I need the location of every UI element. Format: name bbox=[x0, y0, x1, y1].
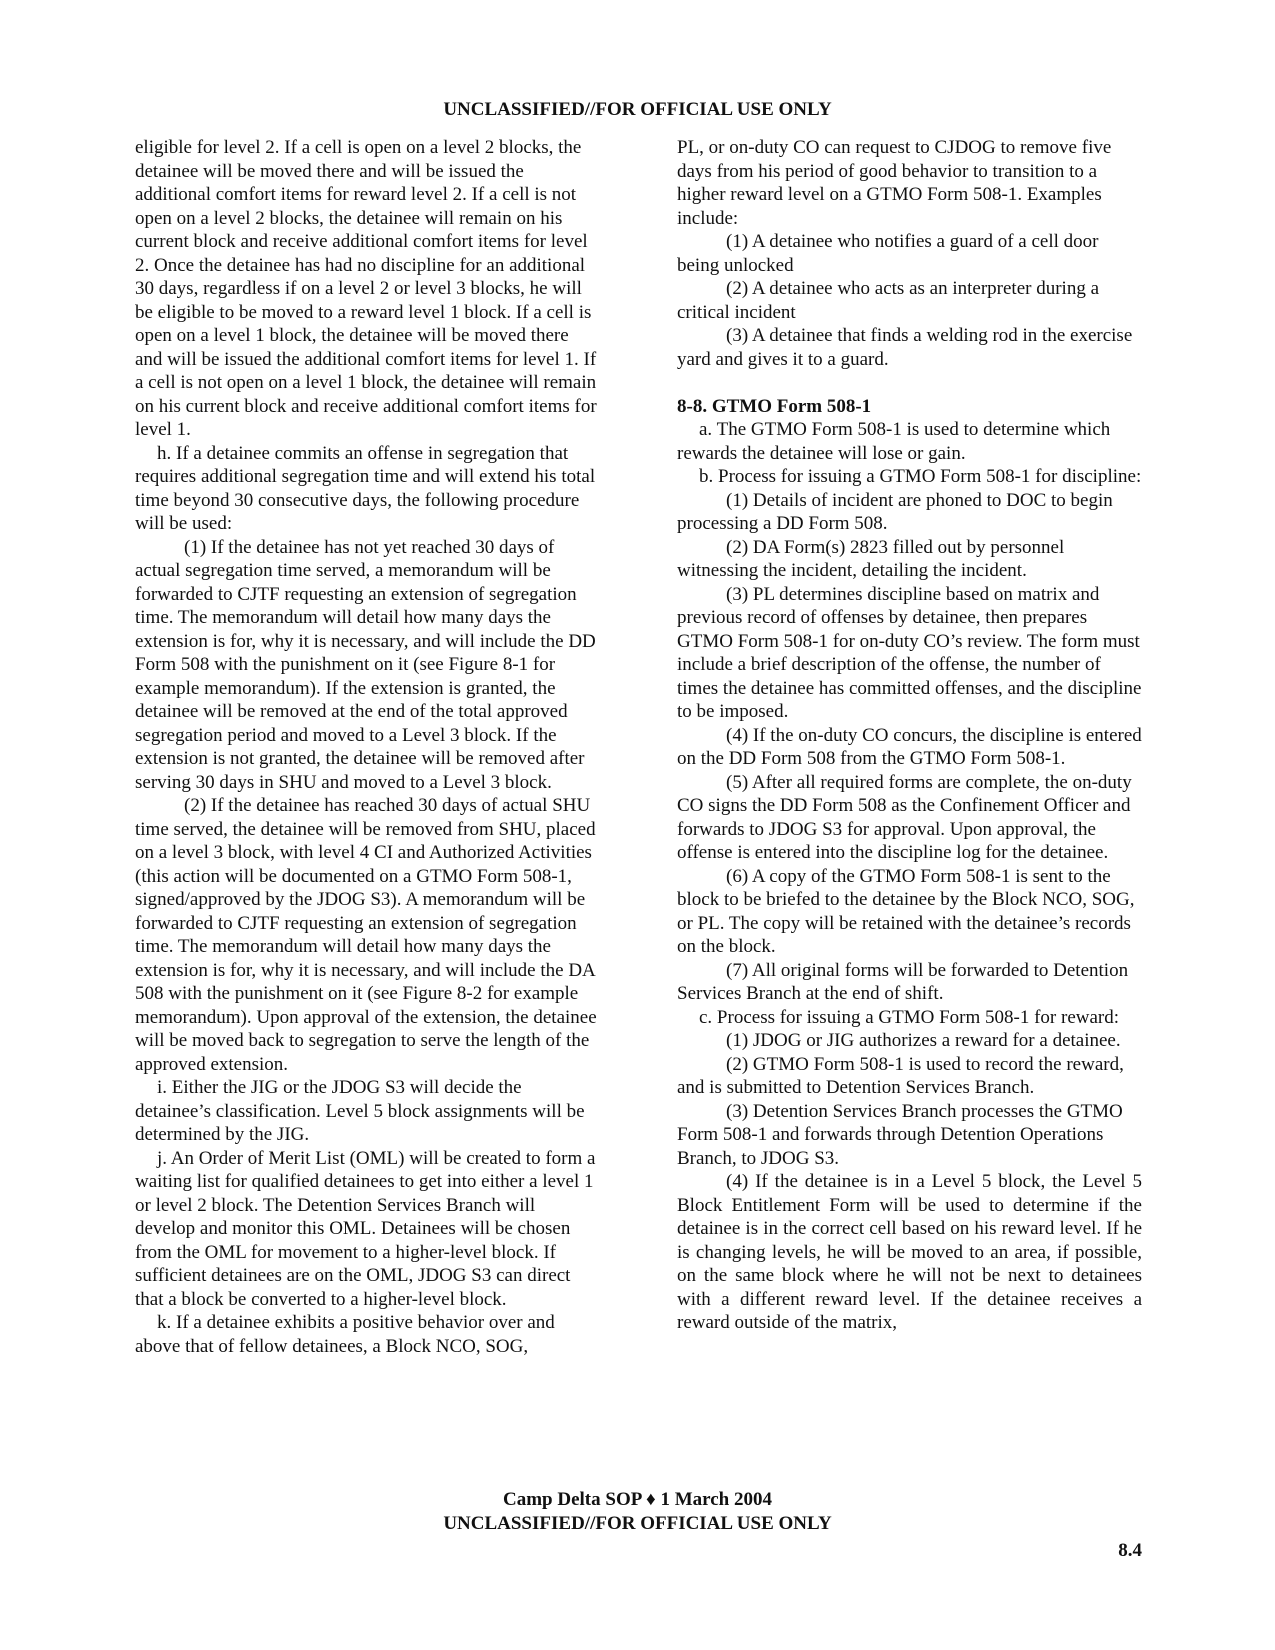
list-item: (5) After all required forms are complete, the on-duty CO signs the DD Form 508 as the Confinement Officer and forwards to JDOG S3 for approval. Upon approval, the offense is entered into the discipline log for the detainee. bbox=[677, 771, 1132, 863]
list-item: (3) Detention Services Branch processes the GTMO Form 508-1 and forwards through Detention Operations Branch, to JDOG S3. bbox=[677, 1100, 1123, 1169]
list-item: (1) Details of incident are phoned to DOC to begin processing a DD Form 508. bbox=[677, 489, 1113, 534]
example-item: (2) A detainee who acts as an interpreter during a critical incident bbox=[677, 278, 1099, 323]
list-item: (7) All original forms will be forwarded to Detention Services Branch at the end of shift. bbox=[677, 959, 1129, 1004]
list-item: (6) A copy of the GTMO Form 508-1 is sent to the block to be briefed to the detainee by the Block NCO, SOG, or PL. The copy will be retained with the detainee’s records on the block. bbox=[677, 865, 1135, 957]
paragraph-k-continuation: PL, or on-duty CO can request to CJDOG to remove five days from his period of good behavior to transition to a higher reward level on a GTMO Form 508-1. Examples include: bbox=[677, 137, 1112, 229]
example-item: (3) A detainee that finds a welding rod in the exercise yard and gives it to a guard. bbox=[677, 325, 1133, 370]
section-heading: 8-8. GTMO Form 508-1 bbox=[677, 395, 872, 417]
paragraph-k: k. If a detainee exhibits a positive behavior over and above that of fellow detainees, a Block NCO, SOG, bbox=[135, 1312, 555, 1357]
footer bbox=[0, 1488, 1275, 1536]
header-classification: UNCLASSIFIED//FOR OFFICIAL USE ONLY bbox=[443, 99, 832, 120]
footer-classification: UNCLASSIFIED//FOR OFFICIAL USE ONLY bbox=[443, 1513, 832, 1534]
example-item: (1) A detainee who notifies a guard of a cell door being unlocked bbox=[677, 231, 1099, 276]
list-item: (4) If the on-duty CO concurs, the discipline is entered on the DD Form 508 from the GTMO Form 508-1. bbox=[677, 724, 1142, 769]
paragraph-i: i. Either the JIG or the JDOG S3 will decide the detainee’s classification. Level 5 block assignments will be determined by the JIG. bbox=[135, 1077, 585, 1145]
page-number: 8.4 bbox=[1118, 1540, 1142, 1561]
list-item: (2) GTMO Form 508-1 is used to record the reward, and is submitted to Detention Services Branch. bbox=[677, 1053, 1124, 1098]
paragraph-continuation: eligible for level 2. If a cell is open on a level 2 blocks, the detainee will be moved there and will be issued the additional comfort items for reward level 2. If a cell is not open on a level 2 blocks, the detainee will remain on his current block and receive additional comfort items for level 2. Once the detainee has had no discipline for an additional 30 days, regardless if on a level 2 or level 3 blocks, he will be eligible to be moved to a reward level 1 block. If a cell is open on a level 1 block, the detainee will be moved there and will be issued the additional comfort items for level 1. If a cell is not open on a level 1 block, the detainee will remain on his current block and receive additional comfort items for level 1. bbox=[135, 137, 597, 440]
footer-title: Camp Delta SOP ♦ 1 March 2004 bbox=[503, 1489, 772, 1510]
paragraph-b: b. Process for issuing a GTMO Form 508-1 for discipline: bbox=[699, 466, 1142, 487]
right-column bbox=[677, 136, 1142, 1335]
list-item: (2) DA Form(s) 2823 filled out by personnel witnessing the incident, detailing the incident. bbox=[677, 536, 1065, 581]
paragraph-a: a. The GTMO Form 508-1 is used to determine which rewards the detainee will lose or gain. bbox=[677, 419, 1111, 464]
paragraph-h-1: (1) If the detainee has not yet reached 30 days of actual segregation time served, a memorandum will be forwarded to CJTF requesting an extension of segregation time. The memorandum will detail how many days the extension is for, why it is necessary, and will include the DD Form 508 with the punishment on it (see Figure 8-1 for example memorandum). If the extension is granted, the detainee will be removed at the end of the total approved segregation period and moved to a Level 3 block. If the extension is not granted, the detainee will be removed after serving 30 days in SHU and moved to a Level 3 block. bbox=[135, 536, 596, 793]
list-item: (3) PL determines discipline based on matrix and previous record of offenses by detainee, then prepares GTMO Form 508-1 for on-duty CO’s review. The form must include a brief description of the offense, the number of times the detainee has committed offenses, and the discipline to be imposed. bbox=[677, 583, 1142, 722]
list-item: (4) If the detainee is in a Level 5 block, the Level 5 Block Entitlement Form will be used to determine if the detainee is in the correct cell based on his reward level. If he is changing levels, he will be moved to an area, if possible, on the same block where he will not be next to detainees with a different reward level. If the detainee receives a reward outside of the matrix, bbox=[677, 1171, 1142, 1333]
list-item: (1) JDOG or JIG authorizes a reward for a detainee. bbox=[726, 1030, 1121, 1051]
paragraph-h-2: (2) If the detainee has reached 30 days of actual SHU time served, the detainee will be removed from SHU, placed on a level 3 block, with level 4 CI and Authorized Activities (this action will be documented on a GTMO Form 508-1, signed/approved by the JDOG S3). A memorandum will be forwarded to CJTF requesting an extension of segregation time. The memorandum will detail how many days the extension is for, why it is necessary, and will include the DA 508 with the punishment on it (see Figure 8-2 for example memorandum). Upon approval of the extension, the detainee will be moved back to segregation to serve the length of the approved extension. bbox=[135, 795, 597, 1075]
paragraph-j: j. An Order of Merit List (OML) will be created to form a waiting list for qualified detainees to get into either a level 1 or level 2 block. The Detention Services Branch will develop and monitor this OML. Detainees will be chosen from the OML for movement to a higher-level block. If sufficient detainees are on the OML, JDOG S3 can direct that a block be converted to a higher-level block. bbox=[135, 1147, 596, 1310]
paragraph-c: c. Process for issuing a GTMO Form 508-1 for reward: bbox=[699, 1006, 1120, 1028]
left-column bbox=[135, 136, 600, 1358]
paragraph-h: h. If a detainee commits an offense in segregation that requires additional segregation time and will extend his total time beyond 30 consecutive days, the following procedure will be used: bbox=[135, 442, 596, 534]
